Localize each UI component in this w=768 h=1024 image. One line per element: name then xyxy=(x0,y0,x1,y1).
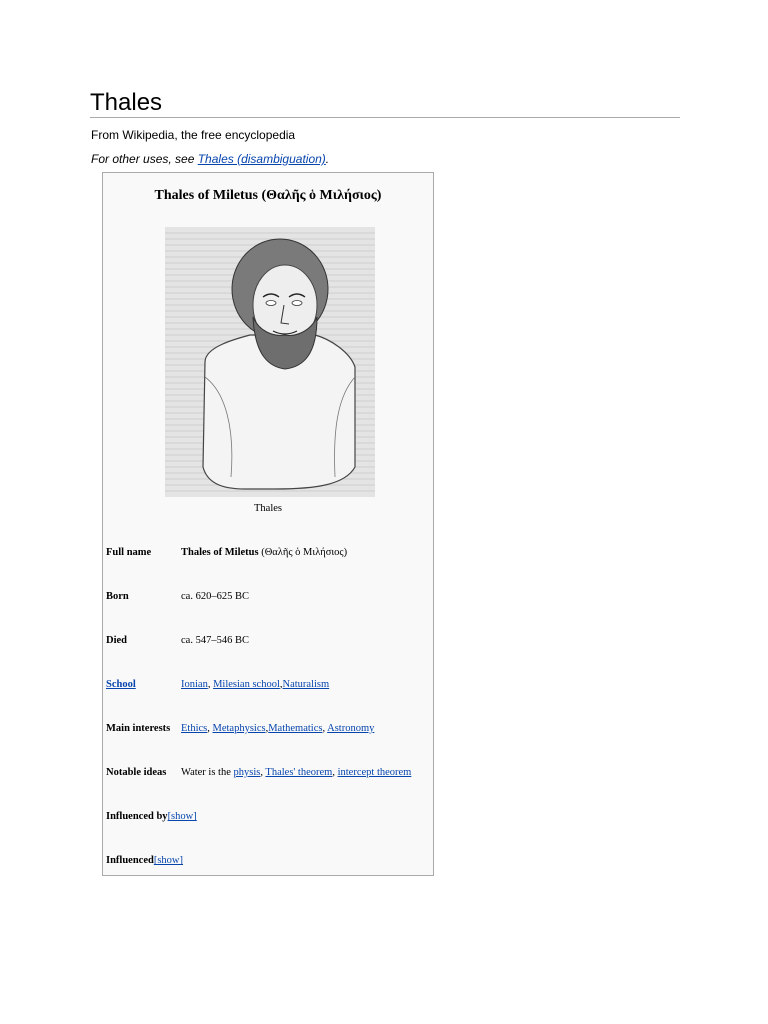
influenced-show-toggle[interactable]: [show] xyxy=(153,855,184,866)
influenced-text: Influenced xyxy=(106,855,154,866)
thales-portrait-image[interactable] xyxy=(165,227,375,497)
notable-ideas-value: Water is the physis, Thales' theorem, intercept theorem xyxy=(181,767,412,778)
born-label: Born xyxy=(106,591,129,602)
notable-ideas-label: Notable ideas xyxy=(106,767,167,778)
row-school xyxy=(103,663,433,707)
idea-link-thales-theorem[interactable]: Thales' theorem xyxy=(265,767,333,778)
idea-link-intercept-theorem[interactable]: intercept theorem xyxy=(337,767,412,778)
main-interests-value: Ethics, Metaphysics,Mathematics, Astronomy xyxy=(181,723,375,734)
notable-ideas-prefix: Water is the xyxy=(181,767,234,778)
full-name-bold: Thales of Miletus xyxy=(181,547,259,558)
school-value: Ionian, Milesian school,Naturalism xyxy=(181,679,330,690)
infobox-caption: Thales of Miletus (Θαλῆς ὁ Μιλήσιος) xyxy=(154,188,382,203)
school-link-milesian[interactable]: Milesian school xyxy=(213,679,280,690)
row-influenced xyxy=(103,839,433,883)
row-notable-ideas xyxy=(103,751,433,795)
died-value: ca. 547–546 BC xyxy=(181,635,249,646)
influenced-by-label xyxy=(106,795,197,839)
disambiguation-link[interactable]: Thales (disambiguation) xyxy=(197,152,326,166)
died-label: Died xyxy=(106,635,127,646)
full-name-greek: (Θαλῆς ὁ Μιλήσιος) xyxy=(258,547,348,558)
hatnote xyxy=(91,151,329,167)
row-full-name xyxy=(103,531,433,575)
interest-link-metaphysics[interactable]: Metaphysics xyxy=(212,723,266,734)
site-tagline: From Wikipedia, the free encyclopedia xyxy=(91,128,296,142)
full-name-label: Full name xyxy=(106,547,152,558)
school-link-ionian[interactable]: Ionian xyxy=(181,679,208,690)
title-divider xyxy=(90,117,680,118)
school-link[interactable]: School xyxy=(106,679,136,690)
row-died xyxy=(103,619,433,663)
infobox xyxy=(102,172,434,876)
influenced-by-show-toggle[interactable]: [show] xyxy=(167,811,197,822)
row-influenced-by xyxy=(103,795,433,839)
school-link-naturalism[interactable]: Naturalism xyxy=(282,679,330,690)
hatnote-suffix: . xyxy=(325,152,330,166)
school-label xyxy=(106,663,136,707)
influenced-by-text: Influenced by xyxy=(106,811,168,822)
page-title: Thales xyxy=(90,89,163,116)
main-interests-label: Main interests xyxy=(106,723,171,734)
hatnote-prefix: For other uses, see xyxy=(91,152,198,166)
full-name-value xyxy=(181,531,347,575)
interest-link-ethics[interactable]: Ethics xyxy=(181,723,208,734)
interest-link-astronomy[interactable]: Astronomy xyxy=(327,723,375,734)
born-value: ca. 620–625 BC xyxy=(181,591,249,602)
row-born xyxy=(103,575,433,619)
image-caption: Thales xyxy=(254,503,282,514)
interest-link-mathematics[interactable]: Mathematics xyxy=(268,723,323,734)
row-main-interests xyxy=(103,707,433,751)
influenced-label xyxy=(106,839,183,883)
idea-link-physis[interactable]: physis xyxy=(233,767,261,778)
